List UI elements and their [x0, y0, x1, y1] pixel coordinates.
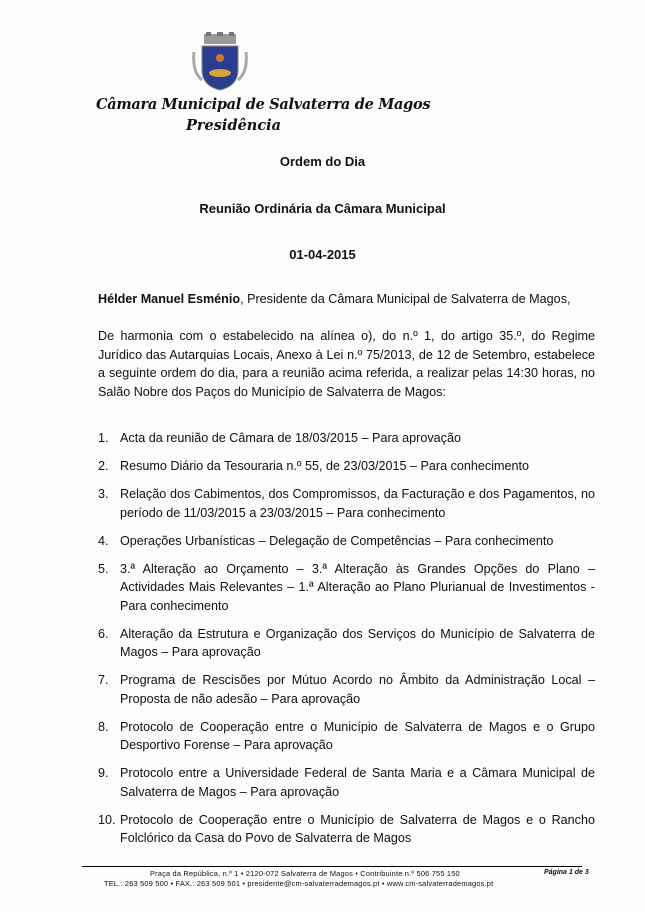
document-title: Ordem do Dia: [279, 154, 366, 169]
item-number: 6.: [98, 626, 109, 641]
item-number: 8.: [98, 719, 109, 734]
agenda-item: [98, 457, 595, 476]
president-name: Hélder Manuel Esménio: [98, 292, 241, 306]
agenda-item: [98, 625, 595, 662]
item-text: 3.ª Alteração ao Orçamento – 3.ª Alteração às Grandes Opções do Plano – Actividades Mais Relevantes – 1.ª Alteração ao Plano Plurianual de Investimentos - Para conhecimento: [120, 561, 595, 613]
item-number: 9.: [98, 766, 109, 780]
footer-address: Praça da República, n.º 1 • 2120-072 Salvaterra de Magos • Contribuinte n.º 506 755 150: [150, 869, 460, 878]
item-number: 1.: [98, 431, 109, 445]
item-number: 2.: [98, 459, 109, 473]
footer-contacts: TEL.: 263 509 500 • FAX.: 263 509 501 • presidente@cm-salvaterrademagos.pt • www.cm-salvaterrademagos.pt: [104, 879, 494, 888]
item-number: 5.: [98, 561, 109, 576]
item-text: Protocolo entre a Universidade Federal de Santa Maria e a Câmara Municipal de Salvaterra de Magos – Para aprovação: [120, 766, 595, 799]
intro-paragraph: [98, 290, 595, 309]
agenda-item: [98, 718, 595, 755]
item-number: 7.: [98, 673, 109, 687]
item-text: Protocolo de Cooperação entre o Município de Salvaterra de Magos e o Grupo Desportivo Forense – Para aprovação: [120, 719, 595, 752]
item-text: Resumo Diário da Tesouraria n.º 55, de 23/03/2015 – Para conhecimento: [120, 459, 530, 473]
meeting-date: 01-04-2015: [289, 247, 356, 262]
agenda-item: [98, 560, 595, 616]
agenda-item: [98, 764, 595, 801]
page-number: Página 1 de 3: [544, 869, 589, 876]
agenda-list: [98, 429, 595, 857]
coat-of-arms-logo: [190, 32, 250, 94]
item-number: 3.: [98, 487, 109, 501]
item-text: Acta da reunião de Câmara de 18/03/2015 – Para aprovação: [120, 431, 461, 445]
item-number: 10.: [98, 812, 116, 827]
item-text: Operações Urbanísticas – Delegação de Competências – Para conhecimento: [120, 533, 554, 548]
item-text: Protocolo de Cooperação entre o Município de Salvaterra de Magos e o Rancho Folclórico da Casa do Povo de Salvaterra de Magos: [120, 812, 595, 845]
footer-divider: [82, 866, 582, 867]
organization-name: Câmara Municipal de Salvaterra de Magos: [96, 96, 431, 113]
agenda-item: [98, 532, 595, 551]
agenda-item: [98, 429, 595, 448]
department-name: Presidência: [186, 117, 282, 134]
item-text: Alteração da Estrutura e Organização dos Serviços do Município de Salvaterra de Magos – Para aprovação: [120, 626, 595, 659]
agenda-item: [98, 485, 595, 522]
item-text: Programa de Rescisões por Mútuo Acordo no Âmbito da Administração Local – Proposta de não adesão – Para aprovação: [120, 673, 595, 706]
document-subtitle: Reunião Ordinária da Câmara Municipal: [199, 201, 446, 216]
item-number: 4.: [98, 533, 109, 548]
body-paragraph: De harmonia com o estabelecido na alínea o), do n.º 1, do artigo 35.º, do Regime Jurídico das Autarquias Locais, Anexo à Lei n.º 75/2013, de 12 de Setembro, estabelece a seguinte ordem do dia, para a reunião acima referida, a realizar pelas 14:30 horas, no Salão Nobre dos Paços do Município de Salvaterra de Magos:: [98, 329, 595, 399]
item-text: Relação dos Cabimentos, dos Compromissos, da Facturação e dos Pagamentos, no período de 11/03/2015 a 23/03/2015 – Para conhecimento: [120, 487, 595, 520]
president-role: , Presidente da Câmara Municipal de Salvaterra de Magos,: [240, 292, 571, 306]
agenda-item: [98, 811, 595, 848]
agenda-item: [98, 671, 595, 708]
